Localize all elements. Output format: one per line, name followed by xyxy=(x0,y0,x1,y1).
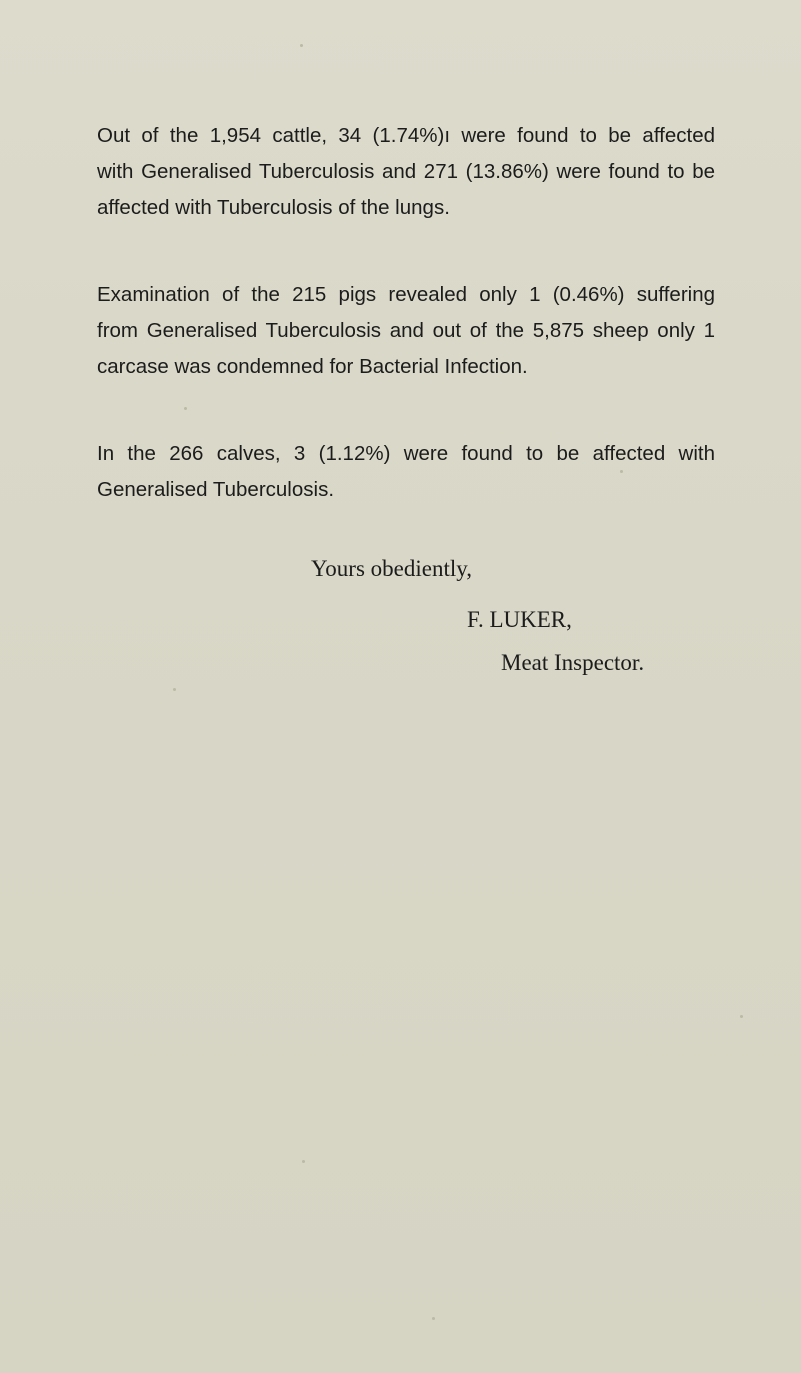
signatory-title: Meat Inspector. xyxy=(501,650,645,675)
paragraph-cattle xyxy=(97,118,715,226)
paper-speck xyxy=(620,470,623,473)
paragraph-line: Examination of the 215 pigs revealed only 1 (0.46%) suffering xyxy=(97,283,715,306)
closing-salutation: Yours obediently, xyxy=(311,556,473,581)
paragraph-line: with Generalised Tuberculosis and 271 (13.86%) were found to be xyxy=(97,160,715,183)
paper-speck xyxy=(302,1160,305,1163)
paragraph-line: carcase was condemned for Bacterial Infection. xyxy=(97,355,528,378)
paragraph-line: from Generalised Tuberculosis and out of the 5,875 sheep only 1 xyxy=(97,319,715,342)
paragraph-line: In the 266 calves, 3 (1.12%) were found to be affected with xyxy=(97,442,715,465)
paragraph-line: Generalised Tuberculosis. xyxy=(97,478,335,501)
paper-speck xyxy=(432,1317,435,1320)
paper-speck xyxy=(173,688,176,691)
paragraph-line: affected with Tuberculosis of the lungs. xyxy=(97,196,450,219)
signatory-name: F. LUKER, xyxy=(467,607,572,632)
paper-speck xyxy=(184,407,187,410)
paper-speck xyxy=(300,44,303,47)
paragraph-pigs-sheep xyxy=(97,277,715,385)
paragraph-line: Out of the 1,954 cattle, 34 (1.74%)ı were found to be affected xyxy=(97,124,715,147)
paper-speck xyxy=(740,1015,743,1018)
